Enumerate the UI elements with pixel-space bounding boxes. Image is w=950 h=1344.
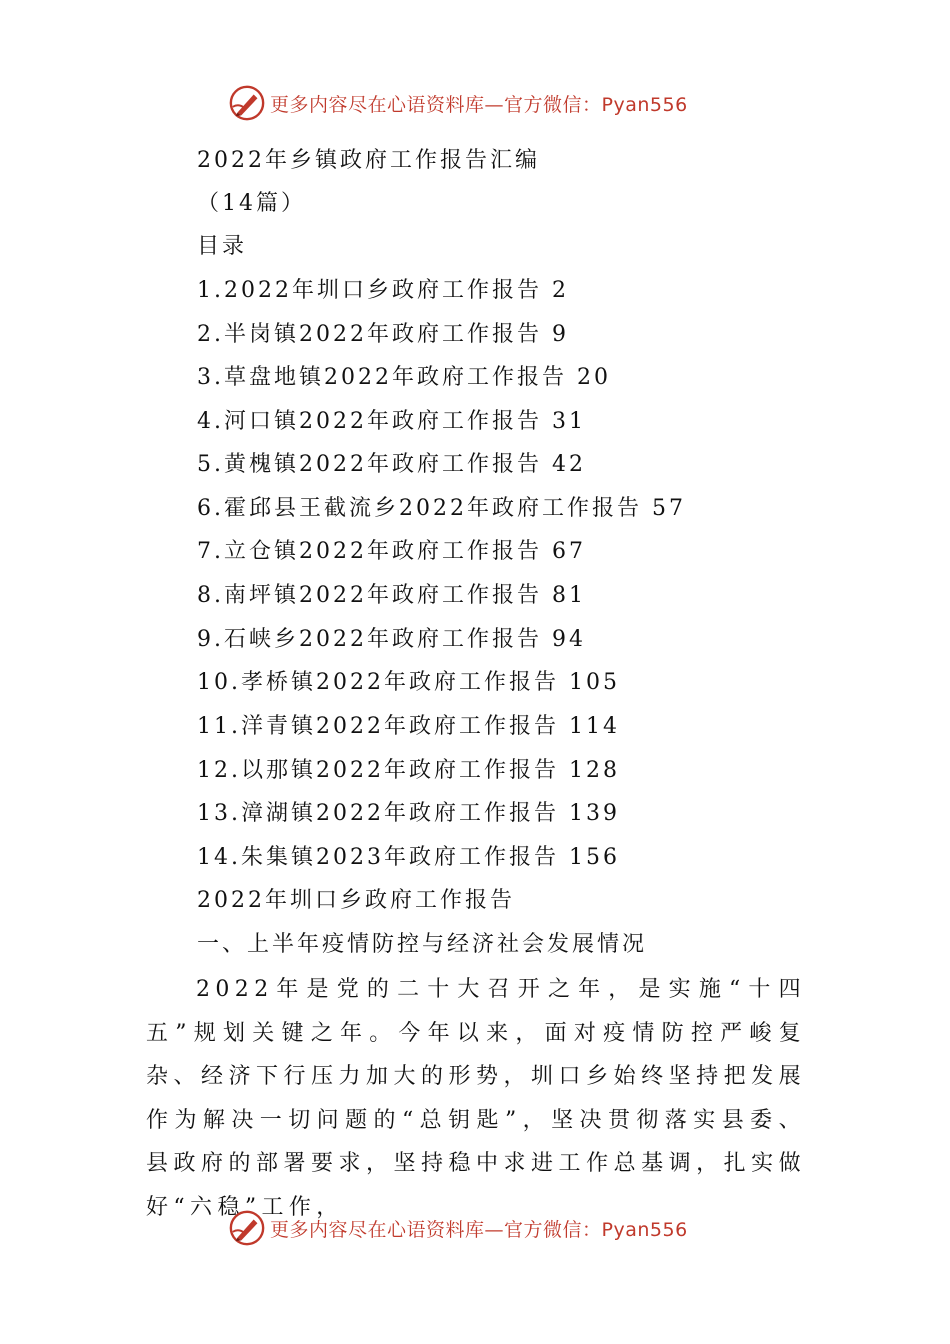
section-heading: 一、上半年疫情防控与经济社会发展情况	[197, 932, 648, 957]
toc-item[interactable]: 4.河口镇2022年政府工作报告 31	[197, 409, 586, 434]
document-subtitle: （14篇）	[197, 191, 306, 216]
toc-item[interactable]: 7.立仓镇2022年政府工作报告 67	[197, 539, 586, 564]
watermark-text: 更多内容尽在心语资料库—官方微信：Pyan556	[270, 1218, 688, 1241]
toc-item[interactable]: 5.黄槐镇2022年政府工作报告 42	[197, 452, 586, 477]
watermark-text: 更多内容尽在心语资料库—官方微信：Pyan556	[270, 93, 688, 116]
toc-item[interactable]: 1.2022年圳口乡政府工作报告 2	[197, 278, 569, 303]
toc-item[interactable]: 9.石峡乡2022年政府工作报告 94	[197, 627, 586, 652]
toc-item[interactable]: 10.孝桥镇2022年政府工作报告 105	[197, 670, 620, 695]
toc-item[interactable]: 6.霍邱县王截流乡2022年政府工作报告 57	[197, 496, 686, 521]
toc-heading: 目录	[197, 234, 248, 259]
watermark-header	[228, 83, 688, 123]
pen-logo-icon	[228, 84, 266, 122]
toc-item[interactable]: 3.草盘地镇2022年政府工作报告 20	[197, 365, 611, 390]
section-title: 2022年圳口乡政府工作报告	[197, 888, 515, 913]
document-title: 2022年乡镇政府工作报告汇编	[197, 148, 540, 173]
toc-item[interactable]: 11.洋青镇2022年政府工作报告 114	[197, 714, 620, 739]
pen-logo-icon	[228, 1209, 266, 1247]
toc-item[interactable]: 2.半岗镇2022年政府工作报告 9	[197, 322, 569, 347]
watermark-footer	[228, 1208, 688, 1248]
body-paragraph: 2022年是党的二十大召开之年，是实施“十四五”规划关键之年。今年以来，面对疫情防控严峻复杂、经济下行压力加大的形势，圳口乡始终坚持把发展作为解决一切问题的“总钥匙”，坚决贯彻落实县委、县政府的部署要求，坚持稳中求进工作总基调，扎实做好“六稳”工作，	[146, 977, 806, 1220]
toc-item[interactable]: 13.漳湖镇2022年政府工作报告 139	[197, 801, 620, 826]
toc-item[interactable]: 14.朱集镇2023年政府工作报告 156	[197, 845, 620, 870]
toc-item[interactable]: 12.以那镇2022年政府工作报告 128	[197, 758, 620, 783]
toc-item[interactable]: 8.南坪镇2022年政府工作报告 81	[197, 583, 586, 608]
